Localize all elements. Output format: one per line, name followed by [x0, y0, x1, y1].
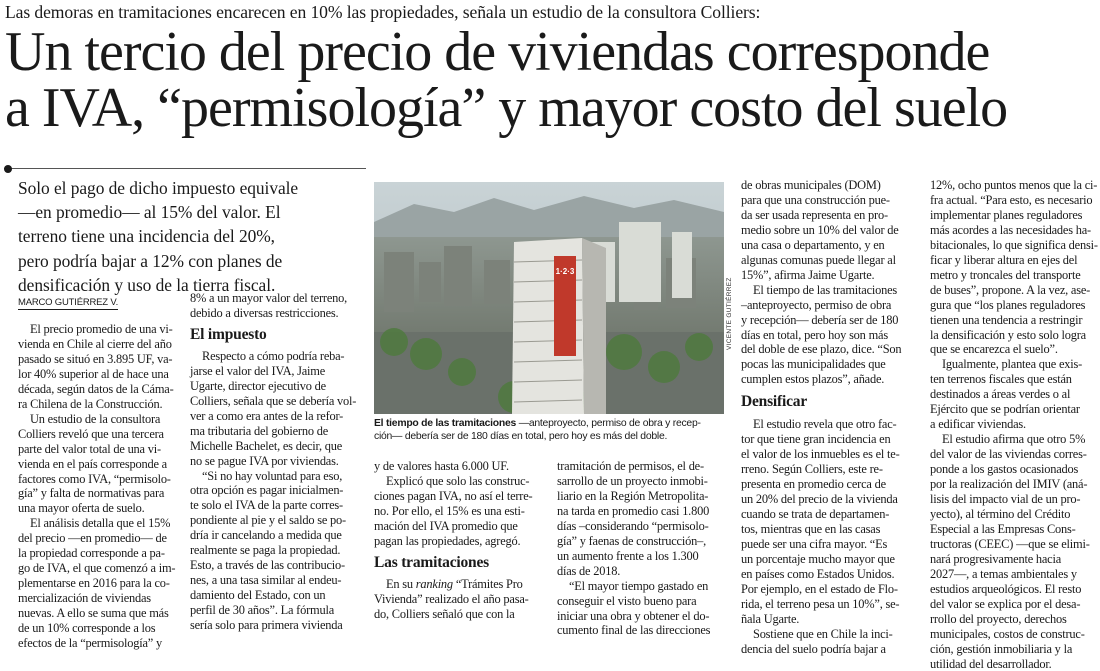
text-line: –anteproyecto, permiso de obra — [741, 298, 917, 313]
text-line: días en total, pero hoy son más — [741, 328, 917, 343]
text-line: de obras municipales (DOM) — [741, 178, 917, 193]
text-line: vienda en Chile al cierre del año — [18, 337, 178, 352]
bullet-icon — [4, 165, 12, 173]
photo-caption — [374, 418, 724, 444]
text-line: nuevas. A ello se suma que más — [18, 606, 178, 621]
text-line: pocas las municipalidades que — [741, 357, 917, 372]
text-line: del precio —en promedio— de — [18, 531, 178, 546]
text-line: rida, el terreno pesa un 10%”, se- — [741, 597, 917, 612]
text-line: dencia del suelo podría bajar a — [741, 642, 917, 657]
text-line: 12%, ocho puntos menos que la ci- — [930, 178, 1098, 193]
deck-line: terreno tiene una incidencia del 20%, — [18, 224, 360, 248]
column-3-ranking-line — [374, 577, 550, 592]
text-line: Esto, a través de las contribucio- — [190, 558, 360, 573]
text-line: Ejército que se podrían orientar — [930, 402, 1098, 417]
text-line: El precio promedio de una vi- — [18, 322, 178, 337]
text-line: iniciar una obra y obtener el do- — [557, 609, 733, 624]
text-line: vienda en el país corresponde a — [18, 457, 178, 472]
column-2-body — [190, 349, 360, 633]
text-line: ma tributaria del gobierno de — [190, 424, 360, 439]
cityscape-photo — [374, 182, 724, 414]
text-line: otra opción es pagar inicialmen- — [190, 483, 360, 498]
text-line: una casa o departamento, y en — [741, 238, 917, 253]
headline-line: Un tercio del precio de viviendas corresponde — [5, 24, 1100, 80]
text-line: Ugarte, director ejecutivo de — [190, 379, 360, 394]
text-line: no. Por ello, el 15% es una esti- — [374, 504, 550, 519]
text-line: días de 2018. — [557, 564, 733, 579]
text-line: ra Chilena de la Construcción. — [18, 397, 178, 412]
text-line: década, según datos de la Cáma- — [18, 382, 178, 397]
article-column-6 — [930, 178, 1098, 671]
text-line: tienen una tendencia a restringir — [930, 313, 1098, 328]
text-line: damiento del Estado, con un — [190, 588, 360, 603]
text-line: factores como IVA, “permisolo- — [18, 472, 178, 487]
text-line: gía” y falta de normativas para — [18, 486, 178, 501]
text-line: tructoras (CEEC) —que se elimi- — [930, 537, 1098, 552]
text-line: gía” y faenas de construcción–, — [557, 534, 733, 549]
text-line: Vivienda” realizado el año pasa- — [374, 592, 550, 607]
text-line: ver a como era antes de la refor- — [190, 409, 360, 424]
text-line: más acordes a las necesidades ha- — [930, 223, 1098, 238]
text-line: ficar y liberar altura en ejes del — [930, 253, 1098, 268]
text-line: por la realización del IMIV (aná- — [930, 477, 1098, 492]
text-line: El análisis detalla que el 15% — [18, 516, 178, 531]
text-line: a edificar viviendas. — [930, 417, 1098, 432]
text-line: la propiedad corresponde a pa- — [18, 546, 178, 561]
text-line: la densificación y esto solo logra — [930, 328, 1098, 343]
column-5-top — [741, 178, 917, 387]
deck-line: Solo el pago de dicho impuesto equivale — [18, 176, 360, 200]
text-line: una mayor oferta de suelo. — [18, 501, 178, 516]
text-line: ten terrenos fiscales que están — [930, 372, 1098, 387]
article-column-4 — [557, 459, 733, 638]
deck-rule — [4, 168, 366, 169]
column-3-top — [374, 459, 550, 549]
text-line: del valor de las viviendas corres- — [930, 447, 1098, 462]
deck-line: —en promedio— al 15% del valor. El — [18, 200, 360, 224]
text-line: estudios arqueológicos. El resto — [930, 582, 1098, 597]
text-line: en países como Estados Unidos. — [741, 567, 917, 582]
building-sign: 1·2·3 — [556, 267, 575, 276]
text-line: lor 40% superior al de hace una — [18, 367, 178, 382]
text-line: rrollo del proyecto, derechos — [930, 612, 1098, 627]
text-line: liario en la Región Metropolita- — [557, 489, 733, 504]
text-line: presenta en promedio cerca de — [741, 477, 917, 492]
deck-line: densificación y uso de la tierra fiscal. — [18, 273, 360, 297]
text-line: Por ejemplo, en el estado de Flo- — [741, 582, 917, 597]
text-line: 15%”, afirma Jaime Ugarte. — [741, 268, 917, 283]
article-column-3 — [374, 459, 550, 622]
text-line: y de valores hasta 6.000 UF. — [374, 459, 550, 474]
text-line: rreno. Según Colliers, este re- — [741, 462, 917, 477]
text-line: yecto), al término del Crédito — [930, 507, 1098, 522]
text-line: nes, a una tasa similar al endeu- — [190, 573, 360, 588]
text-line: dría ir cancelando a medida que — [190, 528, 360, 543]
text-line: realmente se paga la propiedad. — [190, 543, 360, 558]
text-line: Colliers reveló que una tercera — [18, 427, 178, 442]
text-line: bitacionales, lo que significa densi- — [930, 238, 1098, 253]
deck-line: pero podría bajar a 12% con planes de — [18, 249, 360, 273]
text-line: para que una construcción pue- — [741, 193, 917, 208]
headline — [5, 24, 1100, 136]
text-line: jarse el valor del IVA, Jaime — [190, 364, 360, 379]
text-line: puede ser una cifra mayor. “Es — [741, 537, 917, 552]
text-line: un 20% del precio de la vivienda — [741, 492, 917, 507]
text-line: cumplen estos plazos”, añade. — [741, 372, 917, 387]
text-line: ponde a los gastos ocasionados — [930, 462, 1098, 477]
text-line: un porcentaje mucho mayor que — [741, 552, 917, 567]
subheading-el-impuesto: El impuesto — [190, 324, 360, 346]
text-line: debido a diversas restricciones. — [190, 306, 360, 321]
text-line: tor que tiene gran incidencia en — [741, 432, 917, 447]
text-line: nará progresivamente hacia — [930, 552, 1098, 567]
text-line: que se encarezca el suelo”. — [930, 342, 1098, 357]
text-line: pasado se situó en 3.895 UF, va- — [18, 352, 178, 367]
article-column-2 — [190, 291, 360, 633]
ranking-italic: ranking — [416, 577, 453, 591]
text-line: gura que “los planes reguladores — [930, 298, 1098, 313]
column-3-body — [374, 592, 550, 622]
column-2-top — [190, 291, 360, 321]
text-line: pagan las propiedades, agregó. — [374, 534, 550, 549]
text-line: te solo el IVA de la parte corres- — [190, 498, 360, 513]
text-line: “Si no hay voluntad para eso, — [190, 469, 360, 484]
text-line: tramitación de permisos, el de- — [557, 459, 733, 474]
text-line: Respecto a cómo podría reba- — [190, 349, 360, 364]
text-line: perfil de 30 años”. La fórmula — [190, 603, 360, 618]
text-line: cuando se trata de departamen- — [741, 507, 917, 522]
text-line: go de IVA, el que comenzó a im- — [18, 561, 178, 576]
text-line: el valor de los inmuebles es el te- — [741, 447, 917, 462]
deck — [18, 176, 360, 297]
text-line: metro y troncales del transporte — [930, 268, 1098, 283]
text-line: implementar planes reguladores — [930, 208, 1098, 223]
text-line: parte del valor total de una vi- — [18, 442, 178, 457]
text-line: pondiente al pie y el saldo se po- — [190, 513, 360, 528]
text-line: del doble de ese plazo, dice. “Son — [741, 342, 917, 357]
text-line: El estudio afirma que otro 5% — [930, 432, 1098, 447]
text-line: Michelle Bachelet, es decir, que — [190, 439, 360, 454]
photo-credit: VICENTE GUTIÉRREZ — [726, 277, 733, 350]
text-line: sería solo para primera vivienda — [190, 618, 360, 633]
text-line: ciones pagan IVA, no así el terre- — [374, 489, 550, 504]
text-line: de un 10% corresponde a los — [18, 621, 178, 636]
headline-line: a IVA, “permisología” y mayor costo del suelo — [5, 80, 1100, 136]
text-line: de buses”, propone. A la vez, ase- — [930, 283, 1098, 298]
text-line: “El mayor tiempo gastado en — [557, 579, 733, 594]
text-fragment: “Trámites Pro — [453, 577, 523, 591]
text-line: un aumento frente a los 1.300 — [557, 549, 733, 564]
caption-title: El tiempo de las tramitaciones — [374, 418, 516, 429]
text-line: do, Colliers señaló que con la — [374, 607, 550, 622]
text-line: tos, mientras que en las casas — [741, 522, 917, 537]
text-line: mercialización de viviendas — [18, 591, 178, 606]
text-line: sarrollo de un proyecto inmobi- — [557, 474, 733, 489]
city-photo-illustration — [374, 182, 724, 414]
text-line: fra actual. “Para esto, es necesario — [930, 193, 1098, 208]
text-line: ción, gestión inmobiliaria y la — [930, 642, 1098, 657]
text-line: El tiempo de las tramitaciones — [741, 283, 917, 298]
text-line: El estudio revela que otro fac- — [741, 417, 917, 432]
text-line: no se pague IVA por viviendas. — [190, 454, 360, 469]
article-column-1 — [18, 322, 178, 651]
text-line: del valor se explica por el desa- — [930, 597, 1098, 612]
text-line: Explicó que solo las construc- — [374, 474, 550, 489]
text-line: medio sobre un 10% del valor de — [741, 223, 917, 238]
byline: MARCO GUTIÉRREZ V. — [18, 297, 118, 310]
text-line: Un estudio de la consultora — [18, 412, 178, 427]
text-line: municipales, costos de construc- — [930, 627, 1098, 642]
text-line: destinados a áreas verdes o al — [930, 387, 1098, 402]
text-line: plementarse en 2016 para la co- — [18, 576, 178, 591]
text-line: Igualmente, plantea que exis- — [930, 357, 1098, 372]
text-line: 8% a un mayor valor del terreno, — [190, 291, 360, 306]
subheading-las-tramitaciones: Las tramitaciones — [374, 552, 550, 574]
text-line: Sostiene que en Chile la inci- — [741, 627, 917, 642]
text-line: efectos de la “permisología” y — [18, 636, 178, 651]
kicker: Las demoras en tramitaciones encarecen en 10% las propiedades, señala un estudio de la consultora Colliers: — [5, 2, 1100, 23]
caption-line: ción— debería ser de 180 días en total, pero hoy es más del doble. — [374, 431, 724, 444]
column-5-body — [741, 417, 917, 656]
subheading-densificar: Densificar — [741, 391, 917, 413]
article-column-5 — [741, 178, 917, 657]
text-line: conseguir el visto bueno para — [557, 594, 733, 609]
text-line: mación del IVA promedio que — [374, 519, 550, 534]
tower-building — [512, 238, 606, 414]
text-line: na tarda en promedio casi 1.800 — [557, 504, 733, 519]
text-line: algunas comunas puede llegar al — [741, 253, 917, 268]
text-line: 2027—, a temas ambientales y — [930, 567, 1098, 582]
text-line: Colliers, señala que se debería vol- — [190, 394, 360, 409]
text-line: utilidad del desarrollador. — [930, 657, 1098, 671]
caption-line — [374, 418, 724, 431]
text-fragment: En su — [386, 577, 416, 591]
text-line: Especial a las Empresas Cons- — [930, 522, 1098, 537]
text-line: cumento final de las direcciones — [557, 623, 733, 638]
text-line: ñala Ugarte. — [741, 612, 917, 627]
text-line: días –considerando “permisolo- — [557, 519, 733, 534]
text-line: lisis del impacto vial de un pro- — [930, 492, 1098, 507]
text-line: y recepción— debería ser de 180 — [741, 313, 917, 328]
caption-text: —anteproyecto, permiso de obra y recep- — [516, 418, 701, 429]
text-line: da ser usada representa en pro- — [741, 208, 917, 223]
